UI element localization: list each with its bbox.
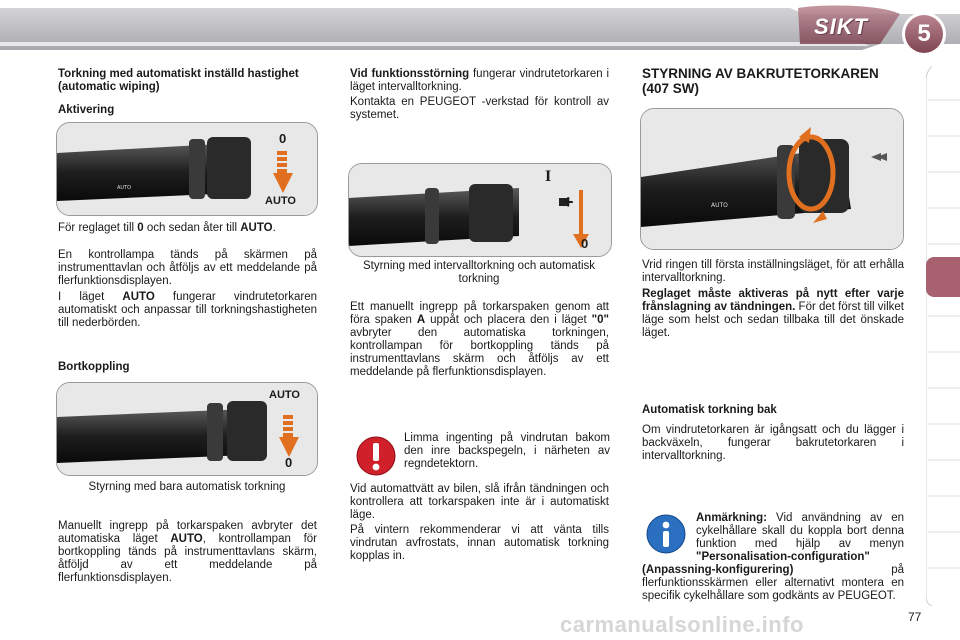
exclamation-icon (356, 436, 396, 476)
auto-rear-heading: Automatisk torkning bak (642, 404, 777, 416)
position-auto-label: AUTO (265, 195, 296, 207)
rear-wiper-figure (640, 108, 904, 250)
paragraph-manual-override: Manuellt ingrepp på torkarspaken avbryter det automatiska läget AUTO, kontrollampan för bortkoppling tänds på instrumenttavlans skärm, åtföljd av ett meddelande på flerfunktionsdisplayen. (58, 520, 317, 584)
stalk-figure-deactivation (56, 382, 318, 476)
figure-caption: Styrning med bara automatisk torkning (88, 481, 286, 493)
chapter-title: SIKT (814, 14, 869, 39)
stalk-figure-activation (56, 122, 318, 216)
stalk-figure-interval (348, 163, 612, 257)
paragraph-indicator: En kontrollampa tänds på skärmen på instrumenttavlan och åtföljs av ett meddelande på flerfunktionsdisplayen. (58, 249, 317, 287)
rear-wiper-heading: STYRNING AV BAKRUTETORKAREN (407 SW) (642, 66, 879, 96)
chapter-tabs (926, 66, 960, 606)
chapter-number: 5 (917, 20, 931, 47)
position-0-label: 0 (581, 236, 589, 251)
page-number: 77 (908, 610, 922, 624)
position-i-label: I (545, 168, 552, 185)
paragraph-reactivate: Reglaget måste aktiveras på nytt efter varje frånslagning av tändningen. För det först till vilket läge som helst och sedan tillbaka till det önskade läget. (642, 288, 904, 339)
paragraph-manual-intervention: Ett manuellt ingrepp på torkarspaken genom att föra spaken A uppåt och placera den i läget "0" avbryter den automatiska torkningen, kontrollampan för bortkoppling tänds på instrumenttavlans skärm och åtföljs av ett meddelande på flerfunktionsdisplayen. (350, 301, 609, 378)
rear-wiper-stalk-illustration (641, 109, 903, 249)
section-heading: Torkning med automatiskt inställd hastighet (automatic wiping) (58, 68, 299, 93)
paragraph-malfunction: Vid funktionsstörning fungerar vindrutetorkaren i läget intervalltorkning. (350, 68, 609, 93)
paragraph-activation: För reglaget till 0 och sedan åter till AUTO. (58, 222, 276, 234)
paragraph-reverse-gear: Om vindrutetorkaren är igångsatt och du lägger i backväxeln, fungerar bakrutetorkaren i intervalltorkning. (642, 424, 904, 462)
watermark: carmanualsonline.info (560, 612, 804, 637)
paragraph-auto-mode: I läget AUTO fungerar vindrutetorkaren automatiskt och anpassar till torkningshastigheten till nederbörden. (58, 291, 317, 329)
activation-heading: Aktivering (58, 104, 115, 116)
note-text: Anmärkning: Vid användning av en cykelhållare skall du koppla bort denna funktion med hjälp av menyn "Personalisation-configuration" (Anpassning-konfigurering) på flerfunktionsskärmen eller alternativt montera en specifik cykelhållare som godkänts av PEUGEOT. (642, 512, 904, 602)
svg-text:AUTO: AUTO (117, 185, 132, 191)
position-0-label: 0 (285, 455, 293, 470)
paragraph-carwash: Vid automattvätt av bilen, slå ifrån tändningen och kontrollera att torkarspaken inte är i automatiskt läge. (350, 483, 609, 521)
figure-caption: Styrning med intervalltorkning och automatisk torkning (362, 260, 596, 285)
active-chapter-tab[interactable] (926, 257, 960, 297)
position-plus-label: + (563, 192, 574, 212)
paragraph-contact: Kontakta en PEUGEOT -verkstad för kontroll av systemet. (350, 96, 609, 121)
position-0-label: 0 (279, 131, 287, 146)
paragraph-winter: På vintern rekommenderar vi att vänta tills vindrutan avfrostats, innan automatisk torkning kopplas in. (350, 524, 609, 562)
warning-text: Limma ingenting på vindrutan bakom den inre backspegeln, i närheten av regndetektorn. (404, 432, 610, 470)
position-auto-label: AUTO (269, 389, 300, 401)
paragraph-rear-interval: Vrid ringen till första inställningsläget, för att erhålla intervalltorkning. (642, 259, 904, 284)
svg-text:AUTO: AUTO (711, 202, 728, 209)
deactivation-heading: Bortkoppling (58, 361, 130, 373)
